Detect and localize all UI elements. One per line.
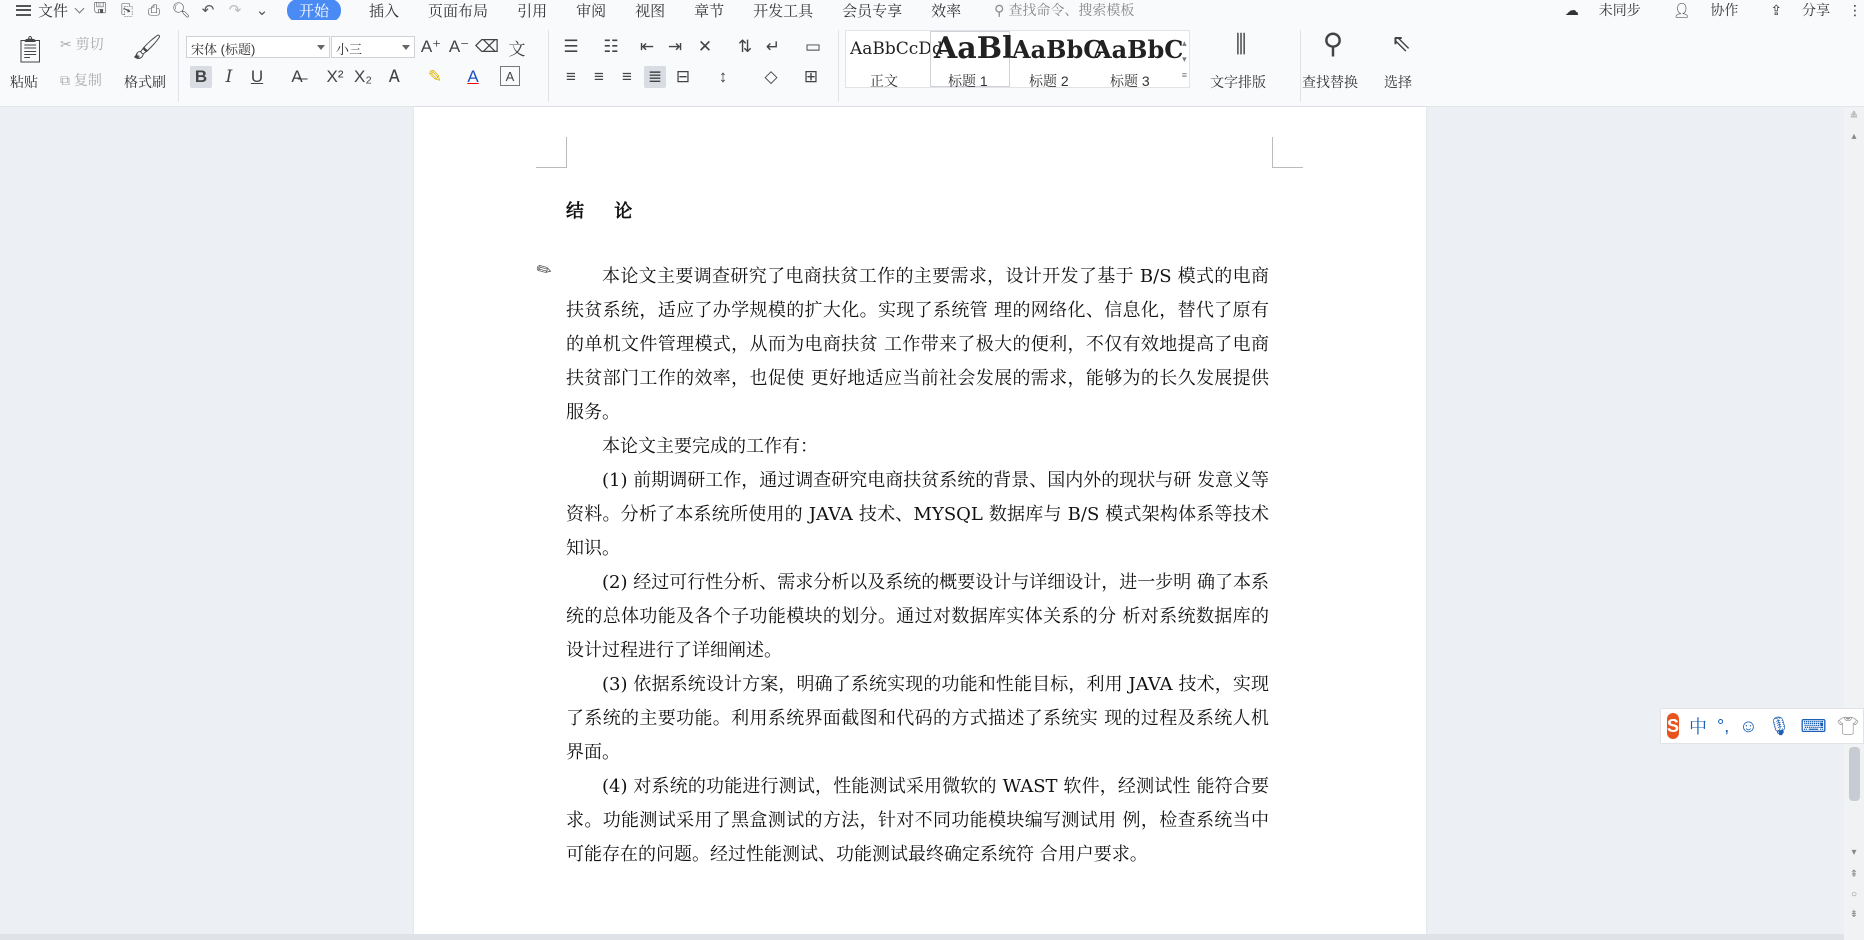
document-page[interactable] [414, 107, 1426, 940]
margin-corner-mark [536, 137, 567, 168]
save-icon[interactable]: 🖫 [93, 0, 107, 17]
tab-developer[interactable]: 开发工具 [753, 2, 814, 20]
paragraph[interactable]: (4) 对系统的功能进行测试，性能测试采用微软的 WAST 软件，经测试性 能符合要求。功能测试采用了黑盒测试的方法，针对不同功能模块编写测试用 例，检查系统当中可能存在的问题。经过性能测试、功能测试最终确定系统符 合用户要求。 [566, 776, 1269, 865]
collaborate-button[interactable] [1657, 0, 1739, 20]
justify-icon[interactable]: ≣ [644, 66, 666, 88]
show-marks-icon[interactable]: ↵ [765, 37, 781, 56]
font-size-value: 小三 [336, 42, 363, 57]
margin-corner-mark [1272, 137, 1303, 168]
user-icon: 👤︎ [1672, 2, 1691, 18]
font-size-select[interactable] [331, 36, 415, 58]
select-cursor-icon[interactable]: ⇖ [1390, 29, 1412, 57]
print-preview-icon[interactable]: 🔍︎ [171, 2, 191, 19]
scroll-thumb[interactable] [1849, 747, 1860, 801]
align-center-icon[interactable]: ≡ [594, 67, 604, 86]
subscript-icon[interactable]: X₂ [354, 67, 372, 86]
scroll-down-icon[interactable]: ▾ [1851, 847, 1857, 858]
font-color-icon[interactable]: A [467, 67, 479, 86]
character-border-icon[interactable]: A [500, 66, 520, 86]
print-icon[interactable]: ⎙ [148, 1, 161, 19]
style-heading1-sample[interactable]: AaBl [934, 31, 1014, 66]
font-name-value: 宋体 (标题) [191, 42, 256, 57]
tab-page-layout[interactable]: 页面布局 [428, 2, 489, 20]
save-as-icon[interactable]: ⎘ [121, 1, 134, 19]
phonetic-guide-icon[interactable]: 文 [508, 39, 526, 59]
distributed-icon[interactable]: ⊟ [675, 67, 691, 86]
paste-button[interactable]: 粘贴 [10, 74, 38, 90]
scroll-top-icon[interactable]: ≗ [1849, 111, 1859, 122]
select-browse-icon[interactable]: ○ [1850, 889, 1858, 900]
status-bar-edge [0, 934, 1844, 940]
undo-icon[interactable]: ↶ [201, 2, 215, 19]
clear-format-icon[interactable]: ⌫ [474, 37, 500, 56]
find-icon[interactable]: ⚲ [1322, 27, 1344, 59]
format-painter-icon[interactable]: 🖌︎ [131, 33, 163, 61]
style-normal[interactable]: 正文 [870, 73, 898, 89]
style-heading3-sample[interactable]: AaBbC [1093, 35, 1184, 64]
header-actions [1533, 0, 1864, 20]
text-layout-button[interactable]: 文字排版 [1210, 74, 1266, 90]
font-name-select[interactable] [186, 36, 330, 58]
select-button[interactable]: 选择 [1384, 74, 1412, 90]
find-replace-button[interactable]: 查找替换 [1302, 74, 1358, 90]
paragraph[interactable]: (2) 经过可行性分析、需求分析以及系统的概要设计与详细设计，进一步明 确了本系统的总体功能及各个子功能模块的划分。通过对数据库实体关系的分 析对系统数据库的设计过程进行了详细阐述。 [566, 572, 1269, 661]
dropdown-arrow-icon [402, 45, 410, 50]
highlight-icon[interactable]: ✎ [427, 67, 443, 86]
command-search-placeholder: 查找命令、搜索模板 [1008, 2, 1135, 18]
skin-icon[interactable]: 👕︎ [1836, 715, 1860, 736]
tab-review[interactable]: 审阅 [576, 2, 607, 20]
hamburger-icon[interactable] [16, 5, 31, 16]
sync-status[interactable] [1549, 0, 1641, 20]
numbered-list-icon[interactable]: ☷ [603, 37, 619, 56]
ribbon-divider [178, 30, 179, 102]
shading-icon[interactable]: ◇ [764, 67, 778, 86]
copy-label: 复制 [73, 72, 102, 88]
tab-insert[interactable]: 插入 [369, 2, 400, 20]
keyboard-icon[interactable]: ⌨ [1800, 715, 1827, 736]
copy-button[interactable] [60, 70, 102, 90]
grow-font-icon[interactable]: A⁺ [420, 37, 442, 56]
sync-label: 未同步 [1598, 2, 1641, 18]
italic-icon[interactable]: I [225, 67, 233, 87]
document-body[interactable] [566, 260, 1269, 872]
tab-references[interactable]: 引用 [517, 2, 548, 20]
ribbon-divider [838, 30, 839, 102]
microphone-icon[interactable]: 🎙︎ [1767, 715, 1791, 736]
ime-toolbar [1660, 708, 1864, 744]
paragraph[interactable]: (1) 前期调研工作，通过调查研究电商扶贫系统的背景、国内外的现状与研 发意义等资料。分析了本系统所使用的 JAVA 技术、MYSQL 数据库与 B/S 模式架构体系等技术知识。 [566, 470, 1269, 559]
sort-icon[interactable]: ⇅ [737, 37, 753, 56]
share-button[interactable] [1754, 0, 1830, 20]
file-menu[interactable]: 文件 [38, 2, 69, 20]
increase-indent-icon[interactable]: ⇥ [667, 37, 683, 56]
menu-bar [0, 0, 1864, 20]
customize-quick-access-icon[interactable]: ⌄ [255, 2, 269, 19]
ime-mode-toggle[interactable]: 中 [1689, 717, 1708, 737]
format-painter-button[interactable]: 格式刷 [124, 74, 166, 90]
style-heading2-sample[interactable]: AaBbC [1012, 35, 1103, 64]
borders-icon[interactable]: ⊞ [803, 67, 819, 86]
paragraph[interactable]: 本论文主要调查研究了电商扶贫工作的主要需求，设计开发了基于 B/S 模式的电商扶贫系统，适应了办学规模的扩大化。实现了系统管 理的网络化、信息化，替代了原有的单机文件管理模式，从而为电商扶贫 工作带来了极大的便利，不仅有效地提高了电商扶贫部门工作的效率，也促使 更好地适应当前社会发展的需求，能够为的长久发展提供服务。 [566, 266, 1269, 423]
shrink-font-icon[interactable]: A⁻ [448, 37, 470, 56]
styles-gallery [845, 30, 1190, 88]
cloud-icon: ☁ [1564, 2, 1579, 18]
dropdown-arrow-icon [317, 45, 325, 50]
paragraph[interactable]: (3) 依据系统设计方案，明确了系统实现的功能和性能目标，利用 JAVA 技术，实现了系统的主要功能。利用系统界面截图和代码的方式描述了系统实 现的过程及系统人机界面。 [566, 674, 1269, 763]
chinese-layout-icon[interactable]: ✕ [697, 37, 713, 56]
more-icon[interactable]: ⋮ [1848, 1, 1862, 18]
line-spacing-icon[interactable]: ↕ [718, 67, 728, 86]
prev-page-icon[interactable]: ⇞ [1849, 869, 1859, 880]
scroll-up-icon[interactable]: ▴ [1851, 131, 1857, 142]
decrease-indent-icon[interactable]: ⇤ [639, 37, 655, 56]
vertical-scrollbar[interactable] [1844, 107, 1864, 940]
underline-icon[interactable]: U [250, 67, 264, 86]
superscript-icon[interactable]: X² [326, 67, 344, 86]
style-heading3[interactable]: 标题 3 [1110, 73, 1150, 89]
align-right-icon[interactable]: ≡ [622, 67, 632, 86]
tab-home[interactable]: 开始 [287, 0, 341, 22]
style-heading1[interactable]: 标题 1 [948, 73, 988, 89]
redo-icon[interactable]: ↷ [228, 2, 242, 19]
emoji-icon[interactable]: ☺ [1739, 715, 1758, 736]
tab-view[interactable]: 视图 [635, 2, 666, 20]
text-effect-icon[interactable]: Ꭺ [389, 67, 401, 86]
next-page-icon[interactable]: ⇟ [1849, 909, 1859, 920]
paragraph-handle-icon[interactable]: ✎ [532, 257, 556, 283]
align-left-icon[interactable]: ≡ [566, 67, 576, 86]
ribbon-divider [548, 30, 549, 102]
style-normal-sample[interactable]: AaBbCcDd [850, 39, 943, 59]
paragraph[interactable]: 本论文主要完成的工作有： [602, 436, 818, 457]
styles-scroll-icon[interactable]: ▴ ▾ ≡ [1181, 38, 1187, 80]
paste-icon[interactable]: 📋︎ [13, 33, 47, 64]
tab-section[interactable]: 章节 [694, 2, 725, 20]
share-label: 分享 [1802, 2, 1830, 18]
bold-icon[interactable]: B [190, 66, 212, 88]
sogou-logo-icon[interactable]: S [1667, 713, 1679, 739]
style-heading2[interactable]: 标题 2 [1029, 73, 1069, 89]
tab-efficiency[interactable]: 效率 [931, 2, 962, 20]
search-icon: ⚲ [994, 1, 1005, 18]
strikethrough-icon[interactable]: A̶ [291, 67, 303, 86]
bullet-list-icon[interactable]: ☰ [563, 37, 579, 56]
ribbon-home [0, 20, 1864, 107]
ribbon-divider [1300, 30, 1301, 102]
copy-icon: ⧉ [60, 72, 70, 88]
ime-punctuation-toggle[interactable]: °, [1717, 715, 1730, 736]
document-heading[interactable]: 结 论 [566, 201, 645, 222]
share-icon: ⇪ [1770, 2, 1783, 18]
chevron-down-icon[interactable] [75, 3, 85, 13]
scissors-icon: ✂ [60, 36, 72, 52]
cut-label: 剪切 [75, 36, 104, 52]
text-layout-icon[interactable]: ⫼ [1235, 31, 1247, 58]
cut-button[interactable] [60, 34, 104, 54]
command-search[interactable] [994, 0, 1134, 20]
collab-label: 协作 [1710, 2, 1739, 18]
tab-member[interactable]: 会员专享 [842, 2, 903, 20]
ruler-icon[interactable]: ▭ [804, 37, 822, 56]
